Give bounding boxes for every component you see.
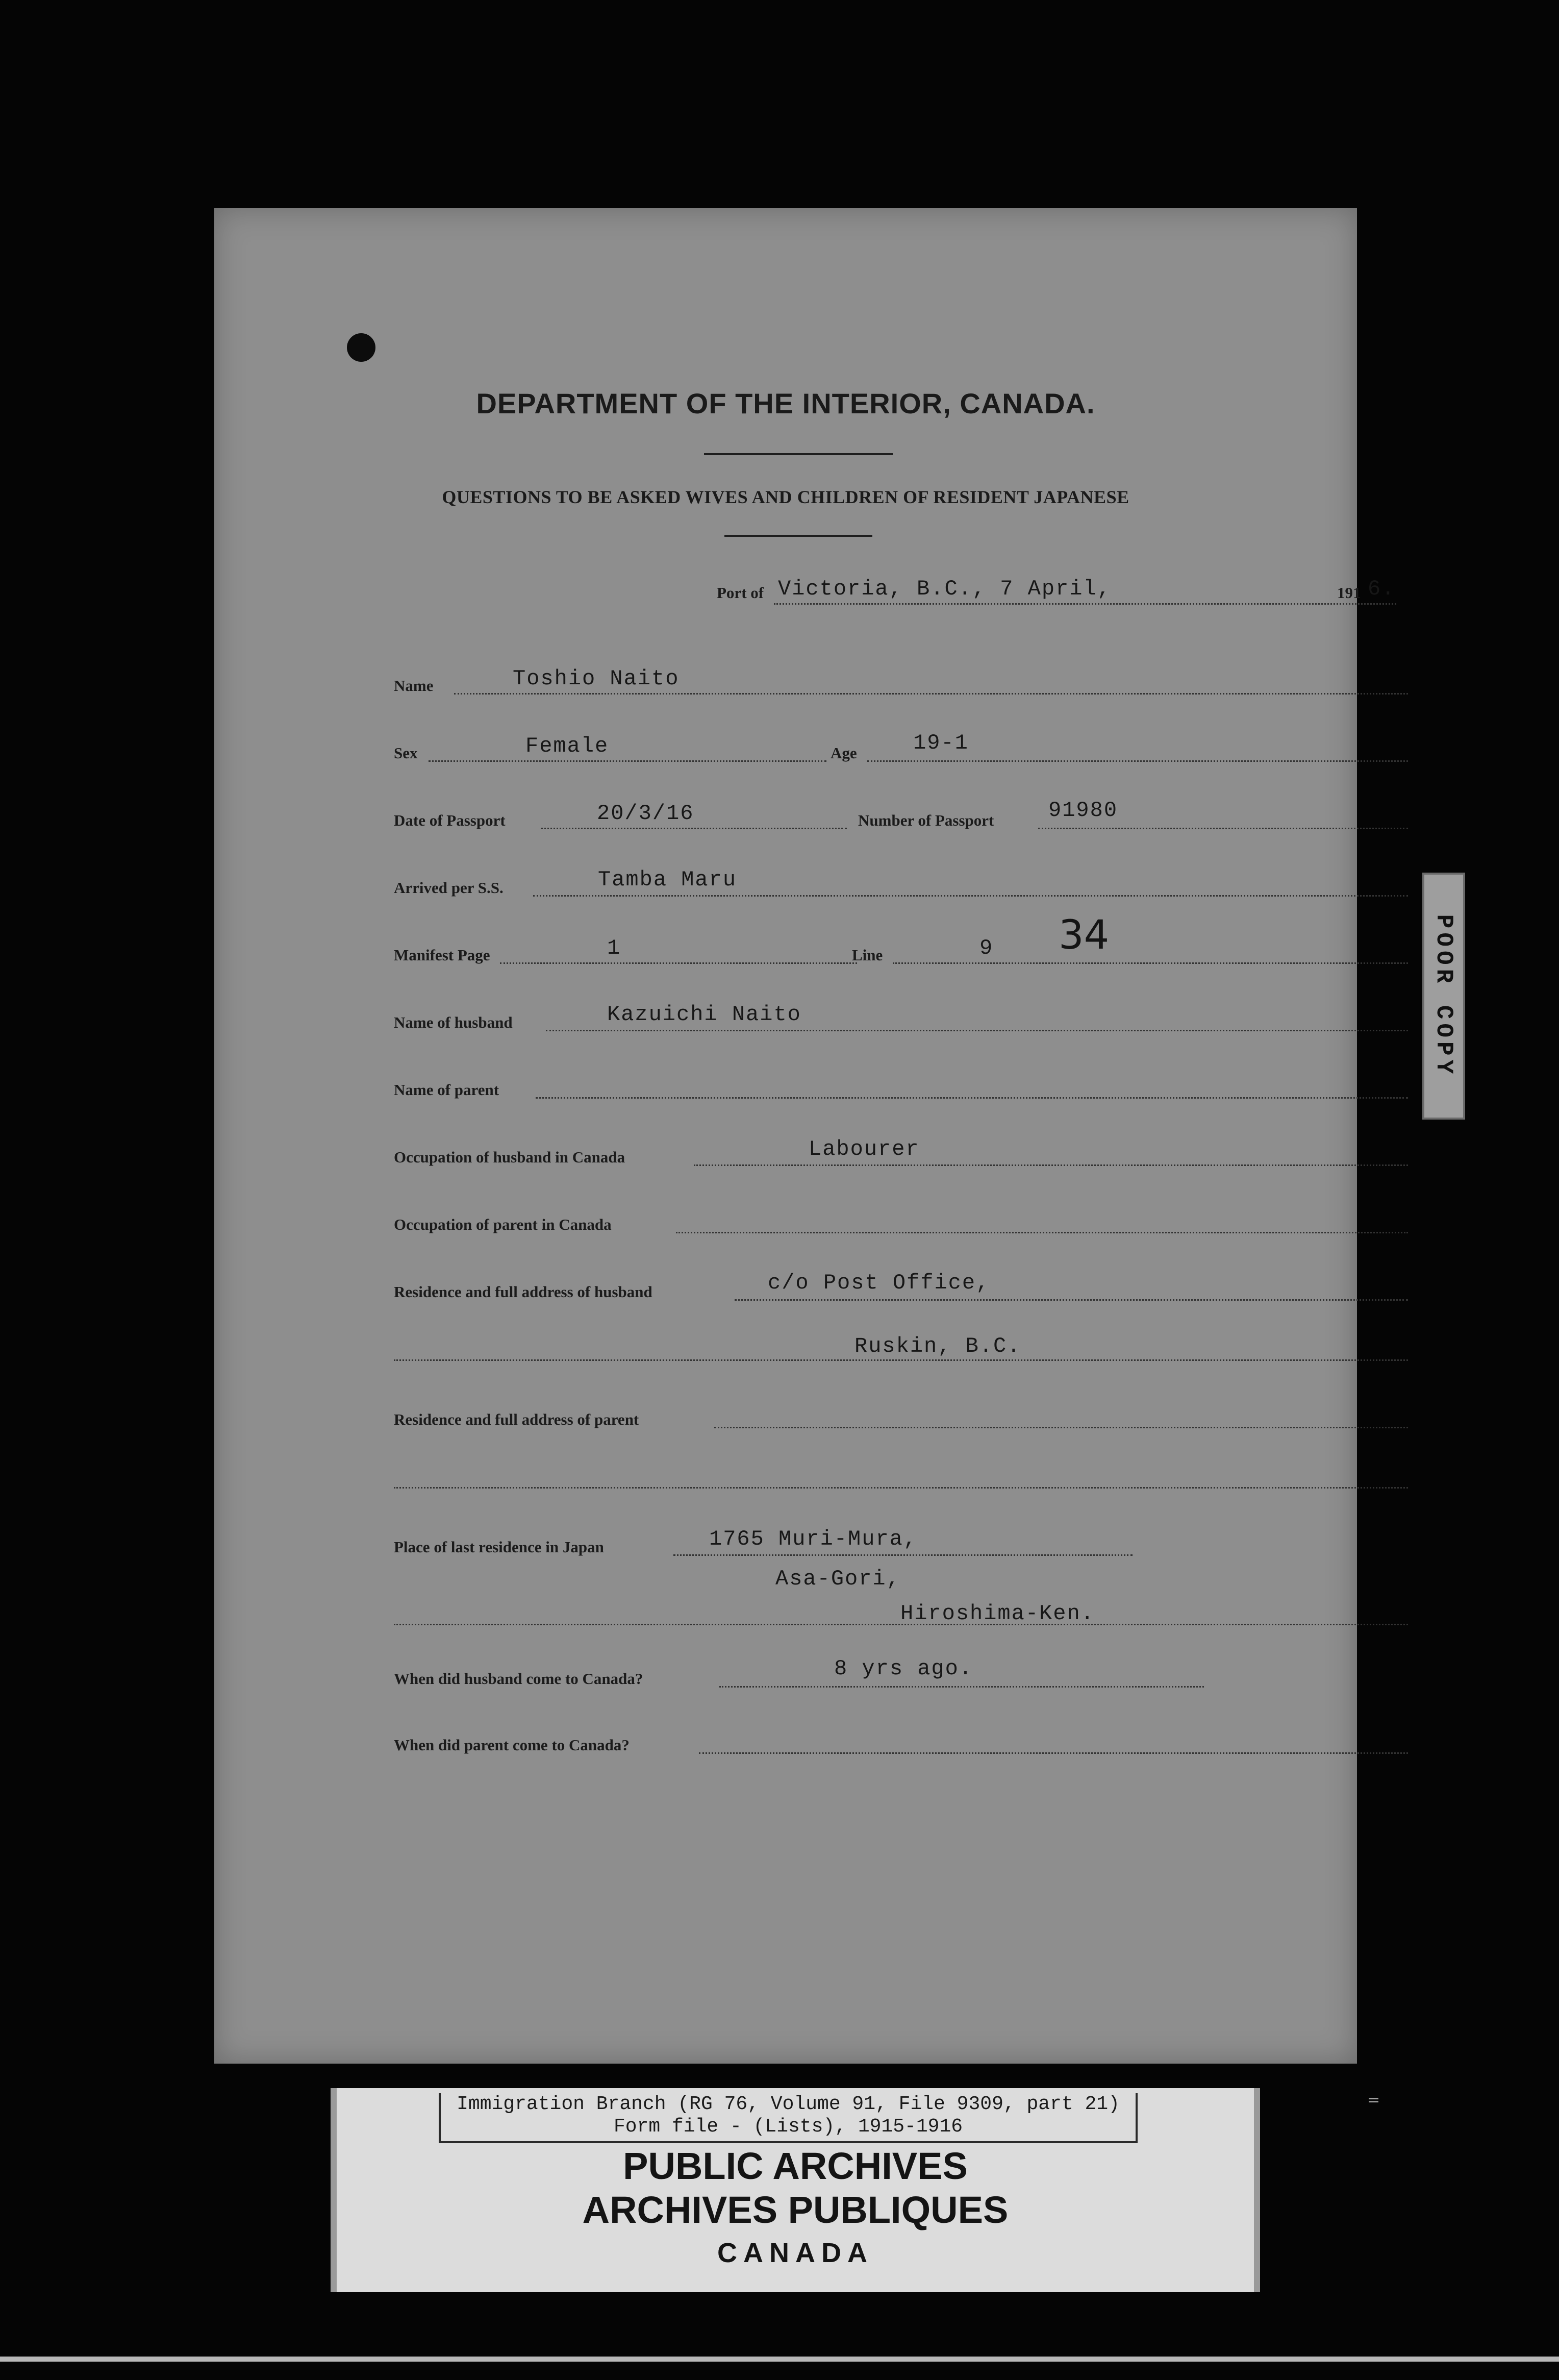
form-page [214, 208, 1396, 2064]
line-handwritten: 34 [1059, 912, 1110, 958]
name-label: Name [394, 677, 434, 695]
husband-occupation-label: Occupation of husband in Canada [394, 1148, 625, 1166]
parent-name-line [536, 1097, 1408, 1099]
archive-line2: ARCHIVES PUBLIQUES [582, 2189, 1009, 2231]
passport-date-line [541, 828, 847, 829]
passport-number-label: Number of Passport [858, 811, 994, 829]
passport-date-value: 20/3/16 [597, 801, 694, 826]
arrived-value: Tamba Maru [598, 867, 737, 892]
archive-line3: CANADA [717, 2238, 873, 2268]
line-label: Line [852, 946, 883, 964]
parent-name-label: Name of parent [394, 1081, 499, 1099]
year-prefix: 191 [1337, 584, 1361, 602]
film-edge [0, 2357, 1559, 2362]
archive-tick-mark: = [1367, 2091, 1380, 2109]
name-line [454, 693, 1408, 695]
sex-line [429, 760, 826, 762]
manifest-page-value: 1 [607, 936, 621, 960]
form-title: DEPARTMENT OF THE INTERIOR, CANADA. [476, 387, 1095, 419]
passport-number-value: 91980 [1048, 798, 1118, 823]
archive-ref-line1: Immigration Branch (RG 76, Volume 91, File 9309, part 21) [457, 2093, 1120, 2115]
husband-address-value: c/o Post Office, [768, 1271, 990, 1295]
age-value: 19-1 [913, 731, 969, 755]
parent-address-line [714, 1427, 1408, 1428]
archive-ref-line2: Form file - (Lists), 1915-1916 [613, 2116, 963, 2138]
arrived-label: Arrived per S.S. [394, 879, 504, 897]
husband-name-value: Kazuichi Naito [607, 1002, 801, 1027]
poor-copy-text: POOR COPY [1430, 914, 1457, 1078]
archive-label [331, 2088, 1380, 2292]
port-label: Port of [717, 584, 764, 602]
parent-address-label: Residence and full address of parent [394, 1410, 639, 1428]
husband-name-line [546, 1030, 1408, 1031]
port-line [774, 603, 1396, 605]
passport-number-line [1038, 828, 1408, 829]
husband-came-line [719, 1686, 1204, 1688]
year-suffix: 6. [1368, 577, 1396, 601]
age-label: Age [831, 744, 857, 762]
husband-name-label: Name of husband [394, 1013, 513, 1031]
manifest-page-label: Manifest Page [394, 946, 490, 964]
name-value: Toshio Naito [513, 666, 680, 691]
port-row [717, 577, 1431, 605]
husband-address-label: Residence and full address of husband [394, 1283, 652, 1301]
husband-occupation-value: Labourer [809, 1137, 920, 1161]
passport-date-label: Date of Passport [394, 811, 506, 829]
form-subtitle: QUESTIONS TO BE ASKED WIVES AND CHILDREN OF RESIDENT JAPANESE [442, 487, 1129, 507]
manifest-page-line [500, 962, 857, 964]
line-line [893, 962, 1408, 964]
husband-came-value: 8 yrs ago. [834, 1656, 973, 1681]
age-line [867, 760, 1408, 762]
port-value: Victoria, B.C., 7 April, [778, 577, 1111, 601]
parent-occupation-label: Occupation of parent in Canada [394, 1216, 612, 1233]
parent-address-line-2 [394, 1487, 1408, 1489]
husband-address-line-2 [394, 1359, 1408, 1361]
arrived-line [533, 895, 1408, 897]
parent-occupation-line [676, 1232, 1408, 1233]
husband-came-label: When did husband come to Canada? [394, 1670, 643, 1688]
last-residence-value: 1765 Muri-Mura, [709, 1527, 918, 1551]
subtitle-rule [724, 535, 872, 537]
last-residence-value-2: Asa-Gori, [775, 1567, 900, 1591]
archive-reference [439, 2093, 1138, 2143]
sex-value: Female [525, 734, 609, 758]
last-residence-label: Place of last residence in Japan [394, 1538, 604, 1556]
last-residence-value-3: Hiroshima-Ken. [900, 1601, 1095, 1626]
poor-copy-tab [1422, 873, 1465, 1120]
parent-came-label: When did parent come to Canada? [394, 1736, 630, 1754]
archive-line1: PUBLIC ARCHIVES [623, 2145, 968, 2187]
sex-label: Sex [394, 744, 418, 762]
punch-hole [347, 333, 375, 362]
parent-came-line [699, 1752, 1408, 1754]
last-residence-line [673, 1554, 1133, 1556]
line-value: 9 [979, 936, 994, 960]
husband-address-line [735, 1299, 1408, 1301]
husband-occupation-line [694, 1164, 1408, 1166]
husband-address-value-2: Ruskin, B.C. [854, 1334, 1021, 1358]
title-rule [704, 453, 893, 455]
